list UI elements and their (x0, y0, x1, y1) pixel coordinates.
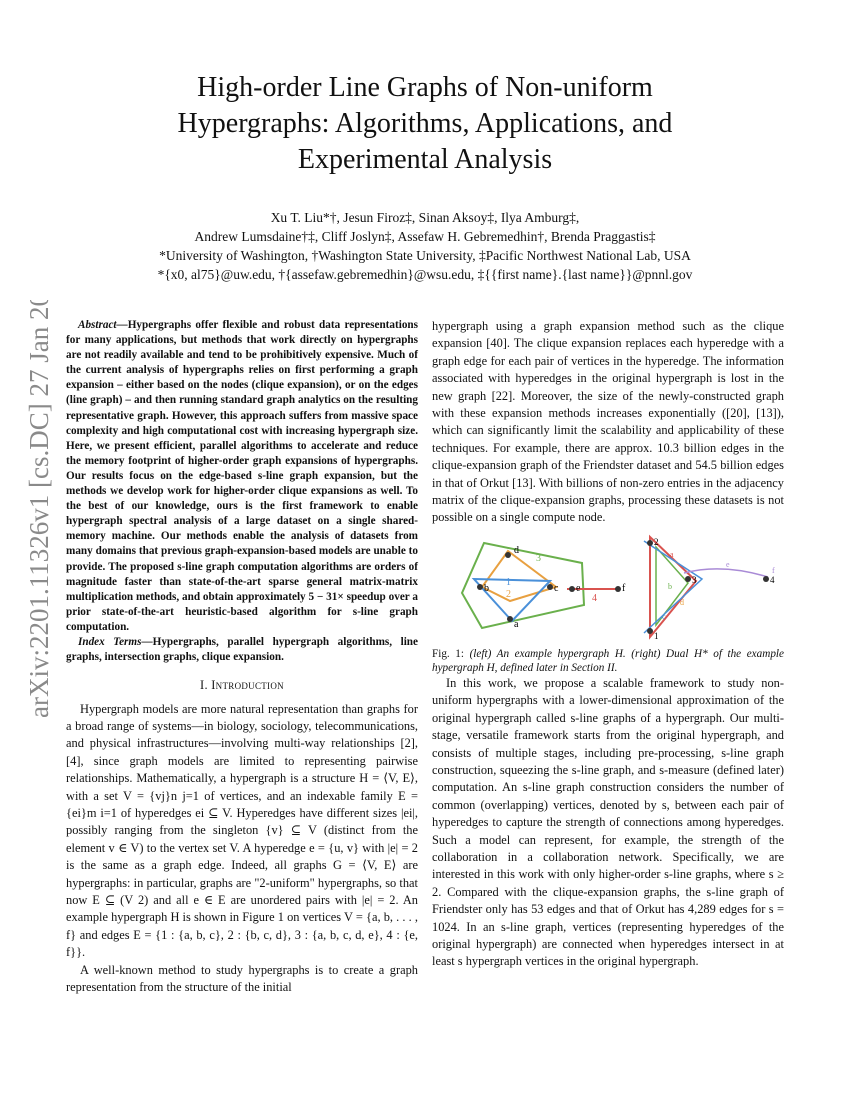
dual-edge-label-e: e (726, 559, 730, 569)
hypergraph-figure (432, 533, 784, 643)
intro-paragraph-1: Hypergraph models are more natural representation than graphs for a broad range of systems—in biology, sociology, telecommunications, and physical infrastructures—involving multi-way relationships [2], [4], since graph models are limited to representing pairwise relationships. Mathematically, a hypergraph is a structure H = ⟨V, E⟩, with a set V = {vj}n j=1 of vertices, and an indexable family E = {ei}m i=1 of hyperedges ei ⊆ V. Hyperedges have different sizes |ei|, possibly ranging from the singleton {v} ⊆ V (distinct from the element v ∈ V) to the vertex set V. A hyperedge e = {u, v} with |e| = 2 is the same as a graph edge. Indeed, all graphs G = ⟨V, E⟩ are hypergraphs: in particular, graphs are "2-uniform" hypergraphs, so that now E ⊆ (V 2) and all e ∈ E are unordered pairs with |e| = 2. An example hypergraph H is shown in Figure 1 on vertices V = {a, b, . . . , f} and edges E = {1 : {a, b, c}, 2 : {b, c, d}, 3 : {a, b, c, d, e}, 4 : {e, f}}. (66, 701, 418, 960)
edge-label-1: 1 (506, 576, 511, 588)
title-line-2: Hypergraphs: Algorithms, Applications, and (177, 108, 673, 139)
vertex-label-f: f (622, 582, 626, 594)
paper-title (100, 70, 750, 178)
dual-vertex-label-3: 3 (692, 574, 697, 585)
dual-vertex-label-1: 1 (654, 630, 659, 641)
vertex-a (507, 616, 513, 622)
vertex-e (569, 586, 575, 592)
index-terms-text: Hypergraphs, parallel hypergraph algorithms, line graphs, intersection graphs, clique expansion. (66, 635, 418, 664)
dual-edge-label-a: a (670, 549, 674, 559)
affiliations: *University of Washington, †Washington State University, ‡Pacific Northwest National Lab, USA (159, 248, 691, 263)
vertex-f (615, 586, 621, 592)
author-line-1: Xu T. Liu*†, Jesun Firoz‡, Sinan Aksoy‡, Ilya Amburg‡, (270, 210, 580, 225)
vertex-label-b: b (484, 582, 489, 594)
hyperedge-2 (482, 551, 556, 601)
vertex-label-a: a (514, 618, 519, 630)
index-terms-label: Index Terms— (78, 635, 153, 648)
vertex-d (505, 552, 511, 558)
vertex-label-c: c (554, 582, 559, 594)
title-line-3: Experimental Analysis (297, 144, 553, 175)
hypergraph-left (462, 543, 626, 630)
author-line-2: Andrew Lumsdaine†‡, Cliff Joslyn‡, Assefaw H. Gebremedhin†, Brenda Praggastis‡ (194, 229, 656, 244)
dual-edge-label-f: f (772, 565, 775, 575)
dual-vertex-3 (685, 576, 691, 582)
title-line-1: High-order Line Graphs of Non-uniform (197, 72, 653, 103)
hypergraph-right (644, 537, 775, 641)
intro-paragraph-2: A well-known method to study hypergraphs is to create a graph representation from the structure of the initial (66, 962, 418, 995)
dual-vertex-1 (647, 628, 653, 634)
right-paragraph-1: hypergraph using a graph expansion method such as the clique expansion [40]. The clique expansion replaces each hyperedge with a graph edge for each pair of vertices in the hyperedge. The information associated with hyperedges in the original hypergraph is lost in the new graph [22]. Moreover, the size of the newly-constructed graph with these expansion methods increases exponentially ([20], [13]), which can significantly limit the scalability and applicability of these techniques. For example, there are approx. 10.3 billion edges in the clique-expansion graph of the Friendster dataset and 54.5 billion edges in that of Orkut [13]. With billions of non-zero entries in the adjacency matrix of the clique-expansion graphs, processing these datasets is not possible on a single compute node. (432, 319, 784, 525)
abstract-label: Abstract— (78, 319, 128, 331)
section-heading-introduction: I. Introduction (200, 678, 284, 693)
figure-1-caption (432, 647, 784, 675)
right-column (432, 318, 784, 971)
figure-1-caption-label: Fig. 1: (432, 647, 464, 660)
vertex-label-e: e (576, 582, 581, 594)
edge-label-2: 2 (506, 588, 511, 600)
right-paragraph-2: In this work, we propose a scalable framework to study non-uniform hypergraphs with a lower-dimensional approximation of the original hypergraph called s-line graphs of a hypergraph. Our multi-stage, versatile framework starts from the original hypergraph, and consists of multiple stages, including pre-processing, s-line graph construction, squeezing the s-line graph, and s-measure (defined later) computation. An s-line graph construction considers the number of common (overlapping) vertices, denoted by s, between each pair of hyperedges to capture the strength of connections among hyperedges. Such a model can represent, for example, the strength of the collaboration in a collaboration network. Specifically, we are interested in this work with only higher-order s-line graphs, where s ≥ 2. Compared with the clique-expansion graphs, the s-line graph of Friendster only has 53 edges and that of Orkut has 4,289 edges for s = 1024. In an s-line graph, vertices (representing hyperedges of the original hypergraph) are connected when hyperedges intersect in at least s hypergraph vertices in the original hypergraph. (432, 675, 784, 969)
edge-label-3: 3 (536, 552, 541, 564)
arxiv-stamp (12, 300, 60, 720)
dual-edge-label-c: c (662, 611, 666, 621)
figure-1-caption-text: (left) An example hypergraph H. (right) Dual H* of the example hypergraph H, defined later in Section II. (432, 647, 784, 674)
dual-vertex-4 (763, 576, 769, 582)
dual-edge-label-d: d (680, 597, 684, 607)
dual-edge-label-b: b (668, 581, 672, 591)
abstract (66, 318, 418, 635)
author-block (90, 208, 760, 284)
emails: *{x0, al75}@uw.edu, †{assefaw.gebremedhin}@wsu.edu, ‡{{first name}.{last name}}@pnnl.gov (157, 267, 693, 282)
figure-1 (432, 533, 784, 643)
index-terms (66, 635, 418, 665)
left-column (66, 318, 418, 996)
vertex-c (547, 584, 553, 590)
arxiv-stamp-text: arXiv:2201.11326v1 [cs.DC] 27 Jan 2022 (24, 300, 54, 718)
abstract-text: Hypergraphs offer flexible and robust data representations for many applications, but methods that work directly on hypergraphs are not readily available and tend to be prohibitively expensive. Much of the current analysis of hypergraphs relies on first performing a graph expansion – either based on the nodes (clique expansion), or on the edges (line graph) – and then running standard graph analytics on the resulting representative graph. However, this approach suffers from massive space complexity and high computational cost with increasing hypergraph size. Here, we present efficient, parallel algorithms to accelerate and reduce the memory footprint of higher-order graph expansions of hypergraphs. Our results focus on the edge-based s-line graph expansion, but the methods we develop work for higher-order clique expansions as well. To the best of our knowledge, ours is the first framework to enable hypergraph spectral analysis of a large dataset on a single shared-memory machine. Our methods enable the analysis of datasets from many domains that previous graph-expansion-based models are unable to provide. The proposed s-line graph computation algorithms are orders of magnitude faster than state-of-the-art sparse general matrix-matrix multiplication methods, and obtain approximately 5 − 31× speedup over a prior state-of-the-art heuristic-based algorithm for s-line graph computation. (66, 319, 418, 633)
vertex-label-d: d (514, 544, 519, 556)
dual-vertex-label-2: 2 (654, 536, 659, 547)
edge-label-4: 4 (592, 592, 597, 604)
dual-vertex-label-4: 4 (770, 574, 775, 585)
vertex-b (477, 584, 483, 590)
dual-vertex-2 (647, 540, 653, 546)
